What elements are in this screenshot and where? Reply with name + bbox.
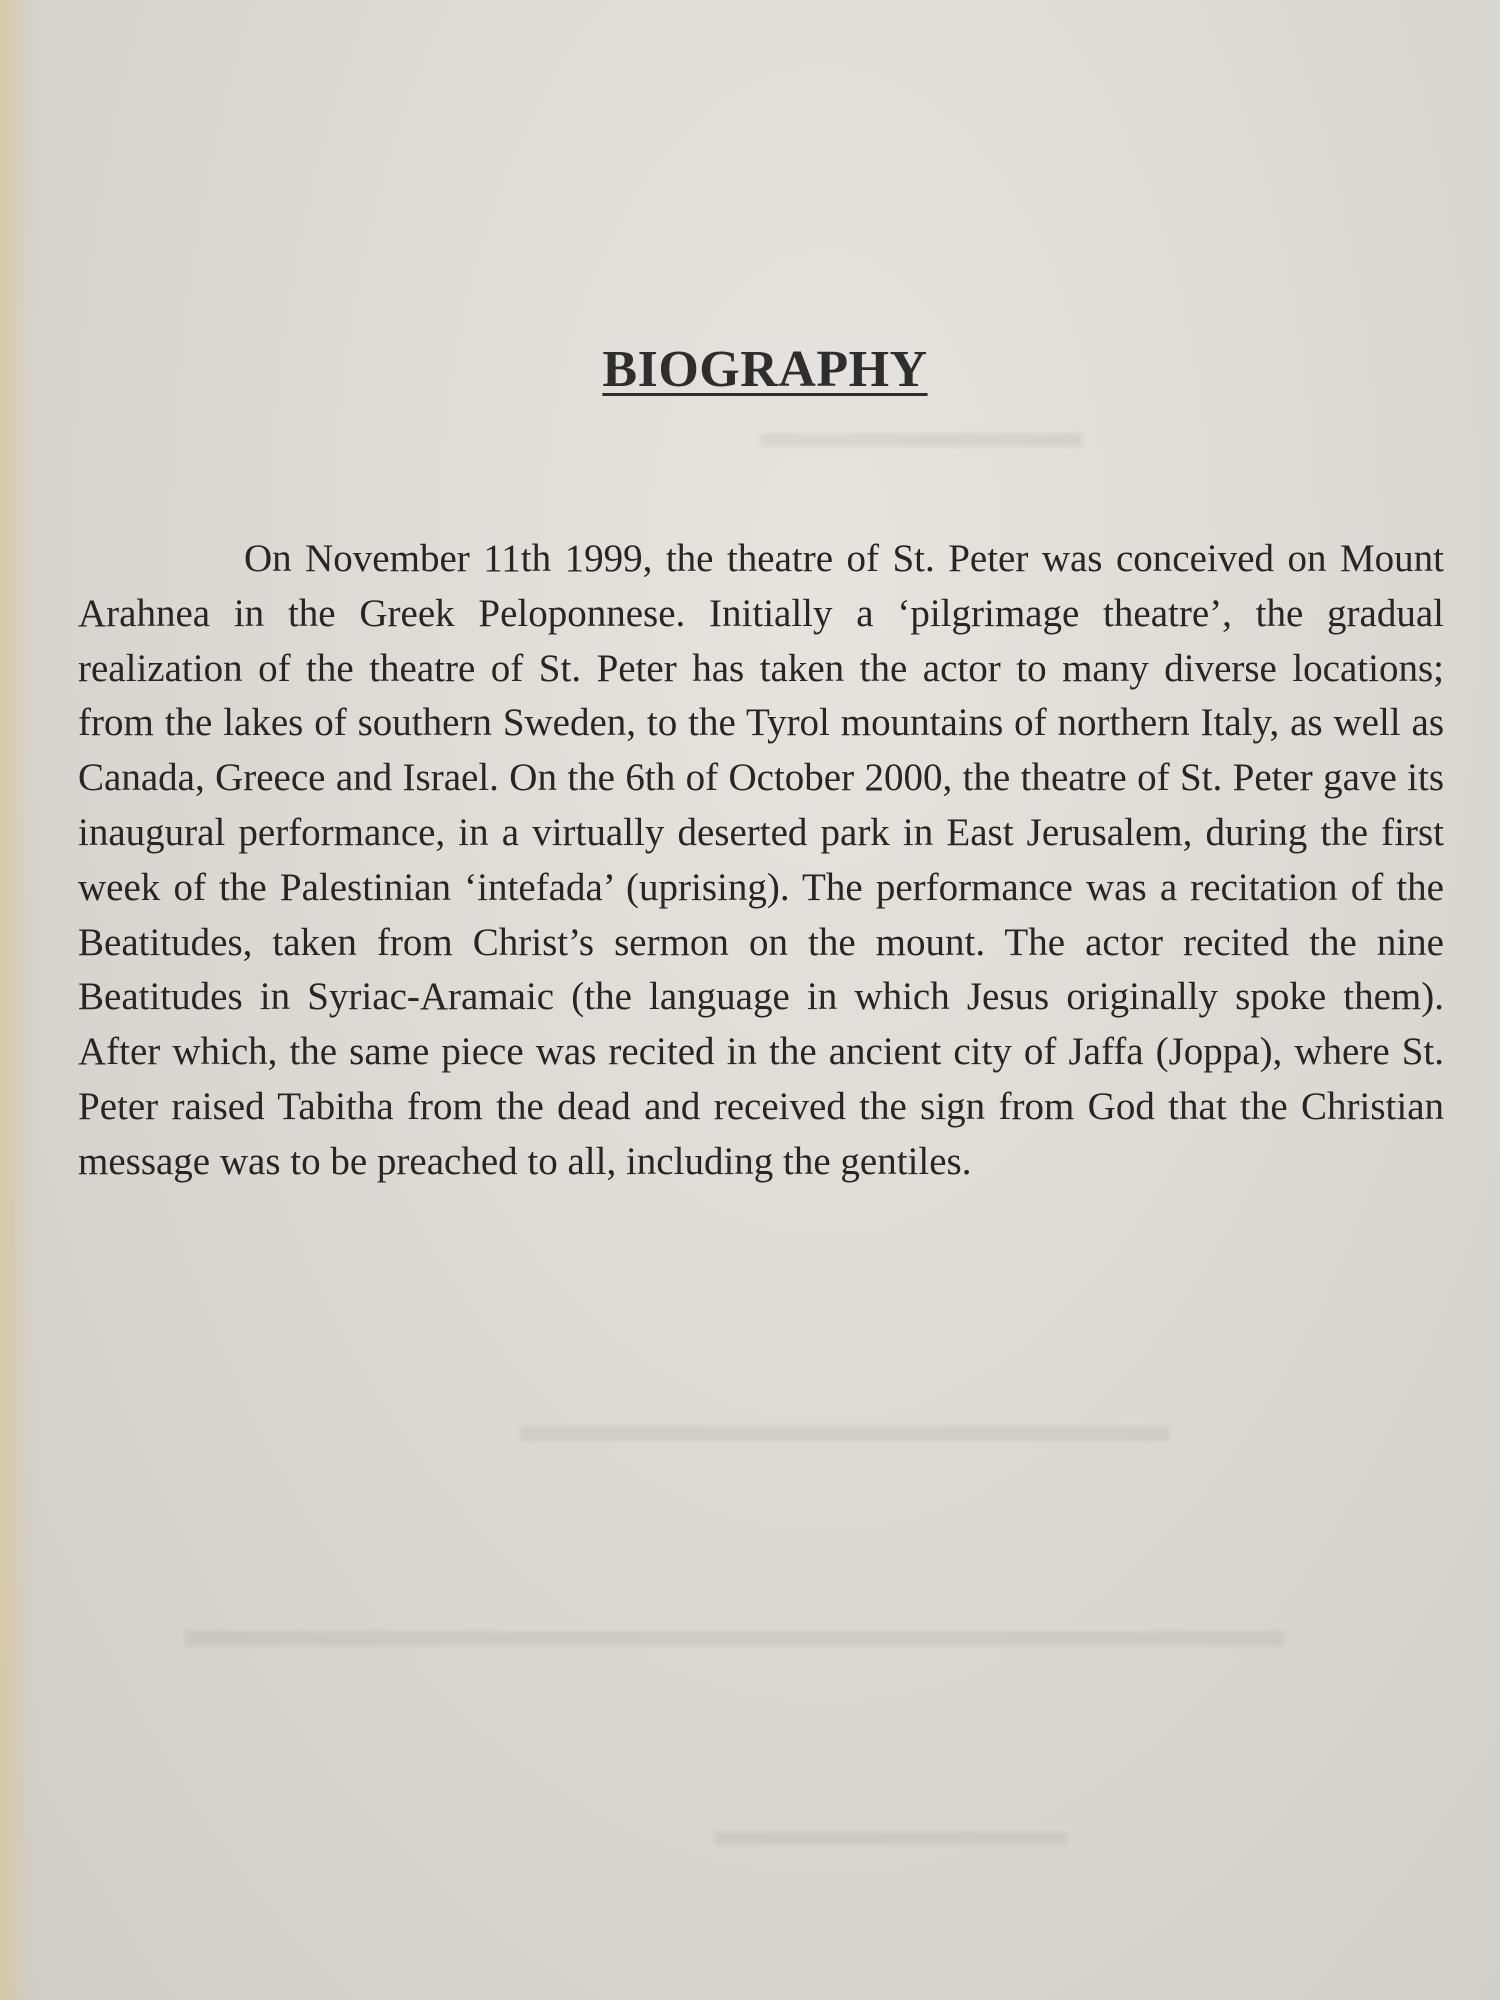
- biography-paragraph: On November 11th 1999, the theatre of St. Peter was conceived on Mount Arahnea in the Greek Peloponnese. Initially a ‘pilgrimage theatre’, the gradual realization of the theatre of St. Peter has taken the actor to many diverse locations; from the lakes of southern Sweden, to the Tyrol mountains of northern Italy, as well as Canada, Greece and Israel. On the 6th of October 2000, the theatre of St. Peter gave its inaugural performance, in a virtually deserted park in East Jerusalem, during the first week of the Palestinian ‘intefada’ (uprising). The performance was a recitation of the Beatitudes, taken from Christ’s sermon on the mount. The actor recited the nine Beatitudes in Syriac-Aramaic (the language in which Jesus originally spoke them). After which, the same piece was recited in the ancient city of Jaffa (Joppa), where St. Peter raised Tabitha from the dead and received the sign from God that the Christian message was to be preached to all, including the gentiles.: [78, 537, 1444, 1183]
- show-through-shape: ▬▬▬▬▬▬▬▬▬▬▬▬▬: [520, 1396, 1170, 1452]
- show-through-shape: ▬▬▬▬▬▬▬▬: [715, 1806, 1067, 1855]
- show-through-shape: ▬▬▬▬▬▬▬: [760, 406, 1082, 457]
- page-title: BIOGRAPHY: [602, 341, 928, 398]
- show-through-shape: ▬▬▬▬▬▬▬▬▬▬▬▬▬▬▬▬▬▬▬▬▬▬: [185, 1601, 1285, 1657]
